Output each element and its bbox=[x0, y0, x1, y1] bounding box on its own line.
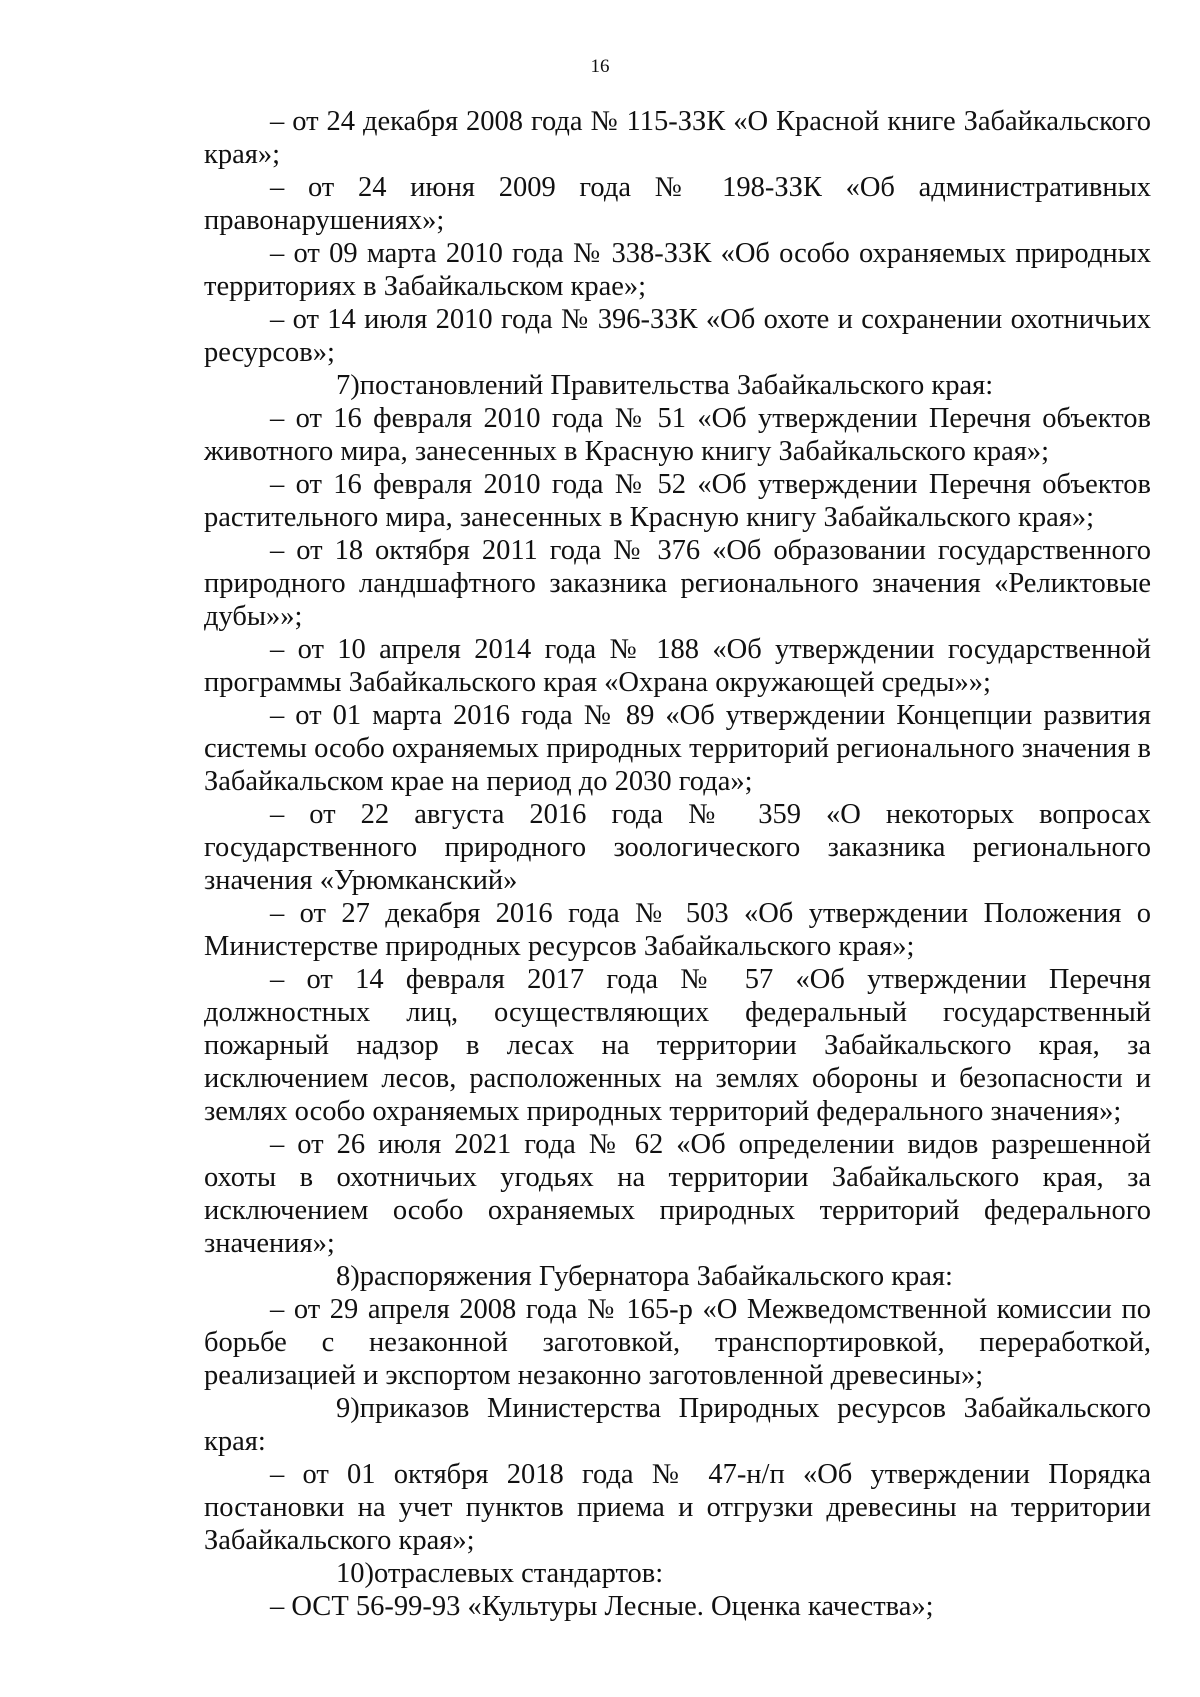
list-item: – от 16 февраля 2010 года № 52 «Об утверждении Перечня объектов растительного мира, занесенных в Красную книгу Забайкальского края»; bbox=[204, 469, 1151, 533]
list-item: – от 14 февраля 2017 года № 57 «Об утверждении Перечня должностных лиц, осуществляющих федеральный государственный пожарный надзор в лесах на территории Забайкальского края, за исключением лесов, расположенных на землях обороны и безопасности и землях особо охраняемых природных территорий федерального значения»; bbox=[204, 964, 1151, 1127]
section-heading: 10)отраслевых стандартов: bbox=[204, 1557, 1151, 1590]
section-number: 8) bbox=[336, 1261, 360, 1292]
list-item: – от 22 августа 2016 года № 359 «О некоторых вопросах государственного природного зоологического заказника регионального значения «Урюмканский» bbox=[204, 799, 1151, 896]
section-heading: 8)распоряжения Губернатора Забайкальского края: bbox=[204, 1260, 1151, 1293]
list-item: – от 01 октября 2018 года № 47-н/п «Об утверждении Порядка постановки на учет пунктов приема и отгрузки древесины на территории Забайкальского края»; bbox=[204, 1459, 1151, 1556]
list-item: – от 27 декабря 2016 года № 503 «Об утверждении Положения о Министерстве природных ресурсов Забайкальского края»; bbox=[204, 898, 1151, 962]
list-item: – от 24 декабря 2008 года № 115-ЗЗК «О Красной книге Забайкальского края»; bbox=[204, 106, 1151, 170]
list-item: – от 26 июля 2021 года № 62 «Об определении видов разрешенной охоты в охотничьих угодьях на территории Забайкальского края, за исключением особо охраняемых природных территорий федерального значения»; bbox=[204, 1129, 1151, 1259]
section-number: 7) bbox=[336, 370, 360, 401]
list-item: – от 14 июля 2010 года № 396-ЗЗК «Об охоте и сохранении охотничьих ресурсов»; bbox=[204, 304, 1151, 368]
list-item: – от 10 апреля 2014 года № 188 «Об утверждении государственной программы Забайкальского края «Охрана окружающей среды»»; bbox=[204, 634, 1151, 698]
document-body bbox=[204, 105, 1151, 1623]
section-number: 9) bbox=[336, 1393, 360, 1424]
section-number: 10) bbox=[336, 1558, 374, 1589]
list-item: – от 16 февраля 2010 года № 51 «Об утверждении Перечня объектов животного мира, занесенных в Красную книгу Забайкальского края»; bbox=[204, 403, 1151, 467]
section-heading: 9)приказов Министерства Природных ресурсов Забайкальского края: bbox=[204, 1393, 1151, 1457]
list-item: – ОСТ 56-99-93 «Культуры Лесные. Оценка качества»; bbox=[270, 1591, 934, 1622]
list-item: – от 24 июня 2009 года № 198-ЗЗК «Об административных правонарушениях»; bbox=[204, 172, 1151, 236]
list-item: – от 01 марта 2016 года № 89 «Об утверждении Концепции развития системы особо охраняемых природных территорий регионального значения в Забайкальском крае на период до 2030 года»; bbox=[204, 700, 1151, 797]
section-heading: 7)постановлений Правительства Забайкальского края: bbox=[204, 369, 1151, 402]
list-item: – от 18 октября 2011 года № 376 «Об образовании государственного природного ландшафтного заказника регионального значения «Реликтовые дубы»»; bbox=[204, 535, 1151, 632]
page-number: 16 bbox=[590, 56, 610, 77]
list-item: – от 29 апреля 2008 года № 165-р «О Межведомственной комиссии по борьбе с незаконной заготовкой, транспортировкой, переработкой, реализацией и экспортом незаконно заготовленной древесины»; bbox=[204, 1294, 1151, 1391]
list-item: – от 09 марта 2010 года № 338-ЗЗК «Об особо охраняемых природных территориях в Забайкальском крае»; bbox=[204, 238, 1151, 302]
